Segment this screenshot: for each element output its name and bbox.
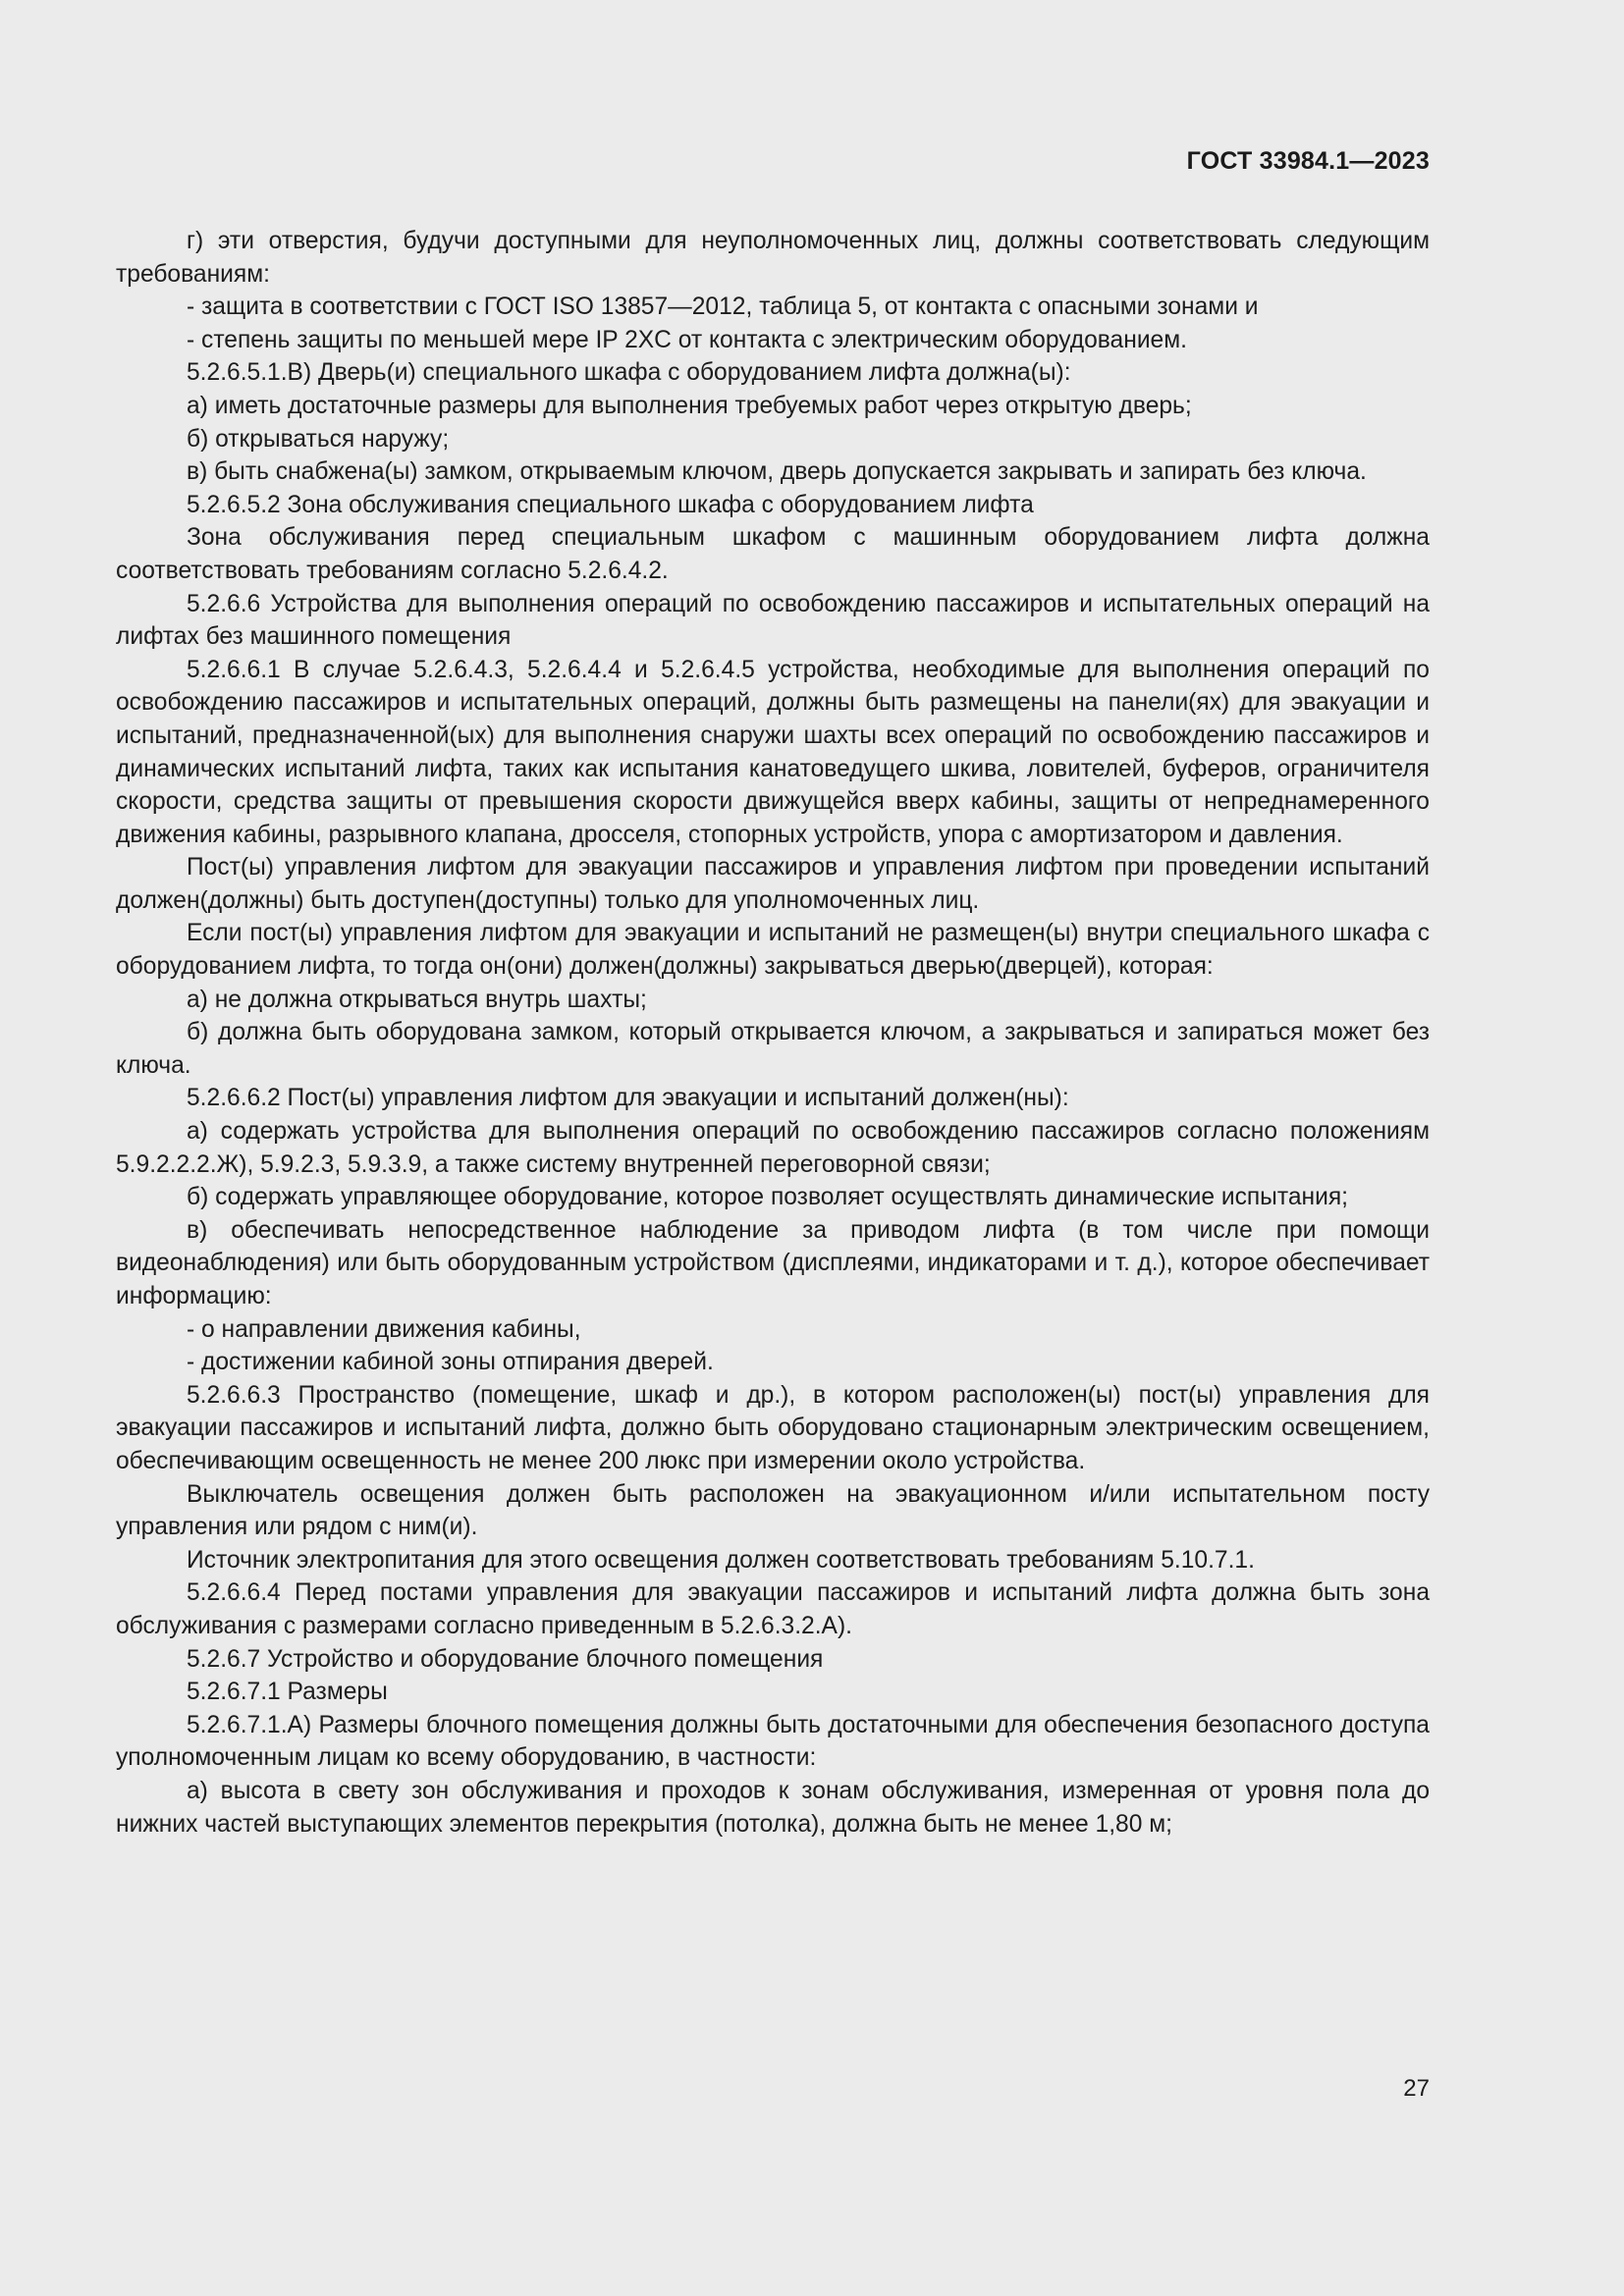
paragraph: а) иметь достаточные размеры для выполнения требуемых работ через открытую дверь; [187, 392, 1192, 419]
paragraph: Источник электропитания для этого освещения должен соответствовать требованиям 5.10.7.1. [187, 1546, 1255, 1574]
section-heading: 5.2.6.7 Устройство и оборудование блочного помещения [187, 1645, 824, 1673]
paragraph: а) не должна открываться внутрь шахты; [187, 986, 647, 1013]
paragraph: 5.2.6.7.1.А) Размеры блочного помещения должны быть достаточными для обеспечения безопасного доступа уполномоченным лицам ко всему оборудованию, в частности: [116, 1711, 1430, 1772]
paragraph: 5.2.6.6.4 Перед постами управления для эвакуации пассажиров и испытаний лифта должна быть зона обслуживания с размерами согласно приведенным в 5.2.6.3.2.А). [116, 1579, 1430, 1639]
paragraph: - защита в соответствии с ГОСТ ISO 13857—2012, таблица 5, от контакта с опасными зонами и [187, 294, 1259, 321]
paragraph: а) высота в свету зон обслуживания и проходов к зонам обслуживания, измеренная от уровня пола до нижних частей выступающих элементов перекрытия (потолка), должна быть не менее 1,80 м; [116, 1777, 1430, 1838]
section-heading: 5.2.6.6 Устройства для выполнения операций по освобождению пассажиров и испытательных операций на лифтах без машинного помещения [116, 590, 1430, 651]
paragraph: - степень защиты по меньшей мере IP 2XC от контакта с электрическим оборудованием. [187, 326, 1187, 353]
paragraph: 5.2.6.6.2 Пост(ы) управления лифтом для эвакуации и испытаний должен(ны): [187, 1085, 1069, 1112]
page-number: 27 [1403, 2075, 1430, 2102]
paragraph: - о направлении движения кабины, [187, 1315, 581, 1343]
paragraph: а) содержать устройства для выполнения операций по освобождению пассажиров согласно положениям 5.9.2.2.2.Ж), 5.9.2.3, 5.9.3.9, а также систему внутренней переговорной связи; [116, 1118, 1430, 1178]
paragraph: б) должна быть оборудована замком, который открывается ключом, а закрываться и запираться может без ключа. [116, 1019, 1430, 1079]
paragraph: в) быть снабжена(ы) замком, открываемым ключом, дверь допускается закрывать и запирать без ключа. [187, 458, 1367, 486]
paragraph: в) обеспечивать непосредственное наблюдение за приводом лифта (в том числе при помощи видеонаблюдения) или быть оборудованным устройством (дисплеями, индикаторами и т. д.), которое обеспечивает информацию: [116, 1216, 1430, 1309]
paragraph: б) открываться наружу; [187, 425, 450, 453]
section-heading: 5.2.6.5.2 Зона обслуживания специального шкафа с оборудованием лифта [187, 491, 1034, 518]
paragraph: Выключатель освещения должен быть расположен на эвакуационном и/или испытательном посту управления или рядом с ним(и). [116, 1480, 1430, 1541]
paragraph: 5.2.6.6.3 Пространство (помещение, шкаф и др.), в котором расположен(ы) пост(ы) управления для эвакуации пассажиров и испытаний лифта, должно быть оборудовано стационарным электрическим освещением, обеспечивающим освещенность не менее 200 люкс при измерении около устройства. [116, 1381, 1430, 1474]
paragraph: Зона обслуживания перед специальным шкафом с машинным оборудованием лифта должна соответствовать требованиям согласно 5.2.6.4.2. [116, 524, 1430, 584]
paragraph: 5.2.6.5.1.B) Дверь(и) специального шкафа с оборудованием лифта должна(ы): [187, 359, 1071, 387]
section-heading: 5.2.6.7.1 Размеры [187, 1679, 388, 1706]
paragraph: Пост(ы) управления лифтом для эвакуации пассажиров и управления лифтом при проведении испытаний должен(должны) быть доступен(доступны) только для уполномоченных лиц. [116, 854, 1430, 914]
paragraph: б) содержать управляющее оборудование, которое позволяет осуществлять динамические испытания; [187, 1184, 1348, 1211]
document-body [116, 225, 1430, 1841]
paragraph: г) эти отверстия, будучи доступными для неуполномоченных лиц, должны соответствовать следующим требованиям: [116, 228, 1430, 288]
document-number: ГОСТ 33984.1—2023 [1186, 147, 1430, 175]
paragraph: Если пост(ы) управления лифтом для эвакуации и испытаний не размещен(ы) внутри специального шкафа с оборудованием лифта, то тогда он(они) должен(должны) закрываться дверью(дверцей), которая: [116, 920, 1430, 981]
paragraph: 5.2.6.6.1 В случае 5.2.6.4.3, 5.2.6.4.4 и 5.2.6.4.5 устройства, необходимые для выполнения операций по освобождению пассажиров и испытательных операций, должны быть размещены на панели(ях) для эвакуации и испытаний, предназначенной(ых) для выполнения снаружи шахты всех операций по освобождению пассажиров и динамических испытаний лифта, таких как испытания канатоведущего шкива, ловителей, буферов, ограничителя скорости, средства защиты от превышения скорости движущейся вверх кабины, защиты от непреднамеренного движения кабины, разрывного клапана, дросселя, стопорных устройств, упора с амортизатором и давления. [116, 656, 1430, 848]
paragraph: - достижении кабиной зоны отпирания дверей. [187, 1349, 714, 1376]
